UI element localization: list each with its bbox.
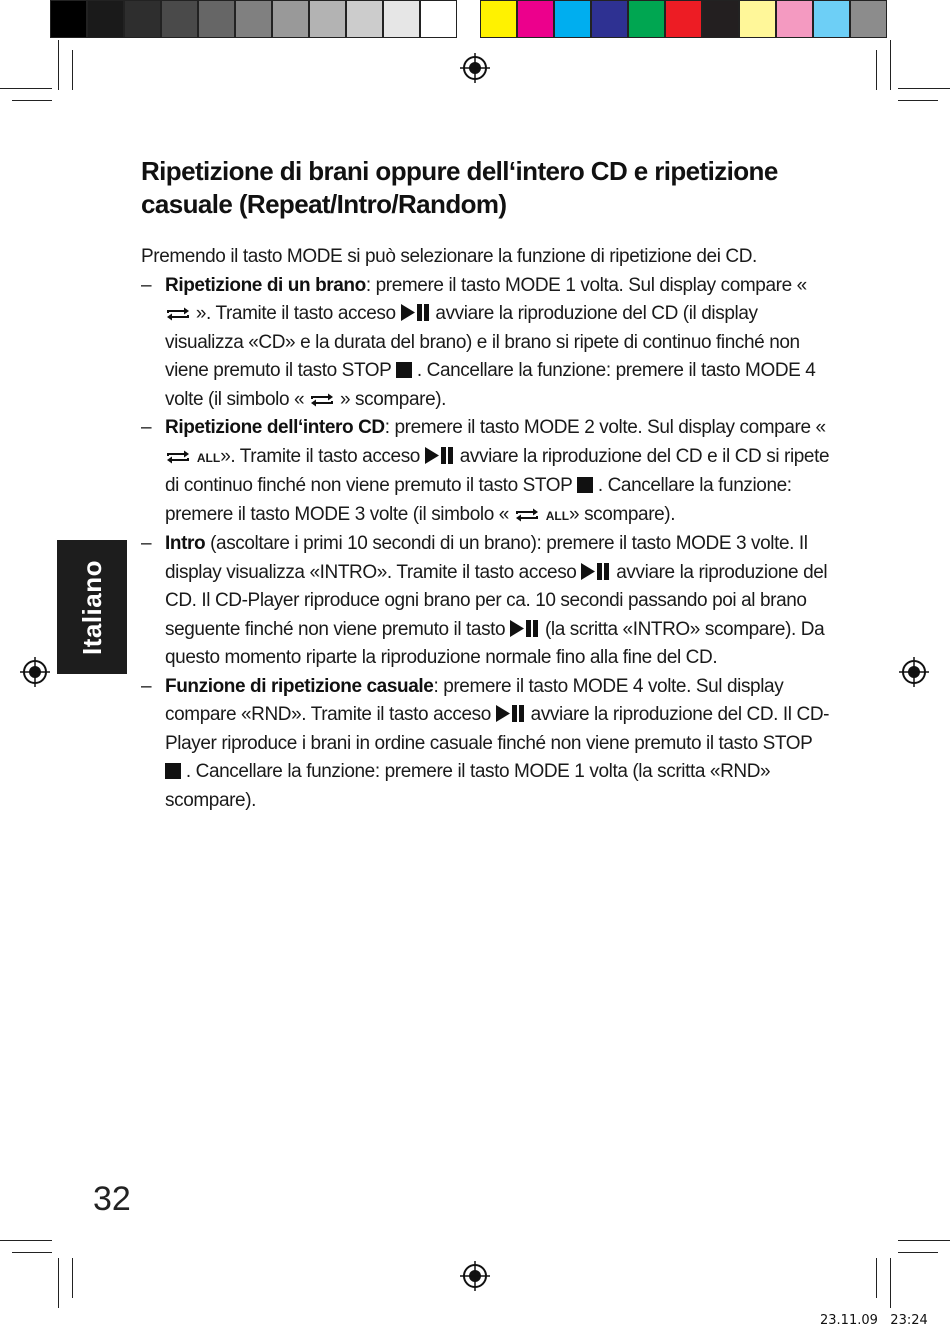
process-swatch <box>517 0 554 38</box>
item-text: (ascoltare i primi 10 secondi di un brano): premere il tasto MODE 3 volte. Il display visualizza «INTRO». Tramite il tasto acceso <box>165 533 808 583</box>
stop-icon <box>165 763 181 779</box>
item-title: Funzione di ripetizione casuale <box>165 675 434 697</box>
grayscale-swatch <box>346 0 383 38</box>
process-swatch <box>591 0 628 38</box>
section-heading: Ripetizione di brani oppure dell‘intero CD e ripetizione casuale (Repeat/Intro/Random) <box>141 156 778 219</box>
item-title: Intro <box>165 533 206 554</box>
repeat-icon <box>514 508 540 522</box>
process-swatch <box>702 0 739 38</box>
play-pause-icon <box>401 304 431 321</box>
registration-mark-bottom-icon <box>460 1261 490 1291</box>
grayscale-swatch <box>198 0 235 38</box>
list-dash: – <box>141 675 152 697</box>
process-swatch <box>813 0 850 38</box>
process-swatch <box>554 0 591 38</box>
item-text: . Cancellare la funzione: premere il tasto MODE 3 volte (il simbolo « <box>165 475 792 525</box>
repeat-icon <box>309 393 335 407</box>
grayscale-swatch <box>235 0 272 38</box>
grayscale-swatch <box>420 0 457 38</box>
process-color-bar <box>480 0 887 40</box>
print-timestamp <box>820 1313 928 1328</box>
item-text: » scompare). <box>569 503 676 525</box>
item-text: . Cancellare la funzione: premere il tasto MODE 1 volta (la scritta «RND» scompare). <box>165 761 771 811</box>
item-text: ». Tramite il tasto acceso <box>220 445 425 467</box>
process-swatch <box>776 0 813 38</box>
repeat-all-label: ALL <box>196 450 221 465</box>
play-pause-icon <box>510 620 540 637</box>
play-pause-icon <box>581 563 611 580</box>
page-content <box>141 155 831 815</box>
process-swatch <box>739 0 776 38</box>
repeat-icon <box>165 307 191 321</box>
list-dash: – <box>141 417 152 438</box>
grayscale-swatch <box>383 0 420 38</box>
item-text: avviare la riproduzione del CD e il CD si ripete di continuo finché non viene premuto il tasto STOP <box>165 445 830 496</box>
list-item <box>141 530 831 673</box>
item-text: avviare la riproduzione del CD. Il CD-Player riproduce ogni brano per ca. 10 secondi passando poi al brano seguente finché non viene premuto il tasto <box>165 561 828 640</box>
stop-icon <box>577 477 593 493</box>
registration-mark-top-icon <box>460 53 490 83</box>
grayscale-color-bar <box>50 0 457 40</box>
item-text: : premere il tasto MODE 4 volte. Sul display compare «RND». Tramite il tasto acceso <box>165 675 784 725</box>
list-item <box>141 673 831 816</box>
grayscale-swatch <box>124 0 161 38</box>
item-text: . Cancellare la funzione: premere il tasto MODE 4 volte (il simbolo « <box>165 360 816 410</box>
item-text: : premere il tasto MODE 1 volta. Sul display compare « <box>365 274 807 296</box>
item-text: avviare la riproduzione del CD (il display visualizza «CD» e la durata del brano) e il brano si ripete di continuo finché non viene premuto il tasto STOP <box>165 303 800 381</box>
grayscale-swatch <box>309 0 346 38</box>
item-text: (la scritta «INTRO» scompare). Da questo momento riparte la riproduzione normale fino alla fine del CD. <box>165 618 825 668</box>
repeat-all-label: ALL <box>545 508 570 523</box>
play-pause-icon <box>425 447 455 464</box>
play-pause-icon <box>496 705 526 722</box>
grayscale-swatch <box>50 0 87 38</box>
grayscale-swatch <box>272 0 309 38</box>
intro-paragraph: Premendo il tasto MODE si può selezionare la funzione di ripetizione dei CD. <box>141 246 757 267</box>
registration-mark-left-icon <box>20 657 50 687</box>
grayscale-swatch <box>87 0 124 38</box>
print-time: 23:24 <box>890 1313 928 1328</box>
item-title: Ripetizione dell‘intero CD <box>165 417 385 438</box>
list-item <box>141 272 831 415</box>
list-dash: – <box>141 533 152 554</box>
print-date: 23.11.09 <box>820 1313 878 1328</box>
registration-mark-right-icon <box>899 657 929 687</box>
stop-icon <box>396 362 412 378</box>
item-text: ». Tramite il tasto acceso <box>195 303 401 324</box>
item-text: avviare la riproduzione del CD. Il CD-Player riproduce i brani in ordine casuale finché non viene premuto il tasto STOP <box>165 704 830 754</box>
language-label: Italiano <box>76 559 107 655</box>
process-swatch <box>850 0 887 38</box>
page-number: 32 <box>93 1180 131 1218</box>
process-swatch <box>480 0 517 38</box>
repeat-icon <box>165 450 191 464</box>
list-dash: – <box>141 274 152 296</box>
item-text: » scompare). <box>339 388 447 410</box>
item-text: : premere il tasto MODE 2 volte. Sul display compare « <box>384 417 826 438</box>
language-side-tab <box>57 540 127 674</box>
list-item <box>141 414 831 530</box>
grayscale-swatch <box>161 0 198 38</box>
item-title: Ripetizione di un brano <box>165 274 366 296</box>
process-swatch <box>665 0 702 38</box>
function-list <box>141 272 831 816</box>
process-swatch <box>628 0 665 38</box>
